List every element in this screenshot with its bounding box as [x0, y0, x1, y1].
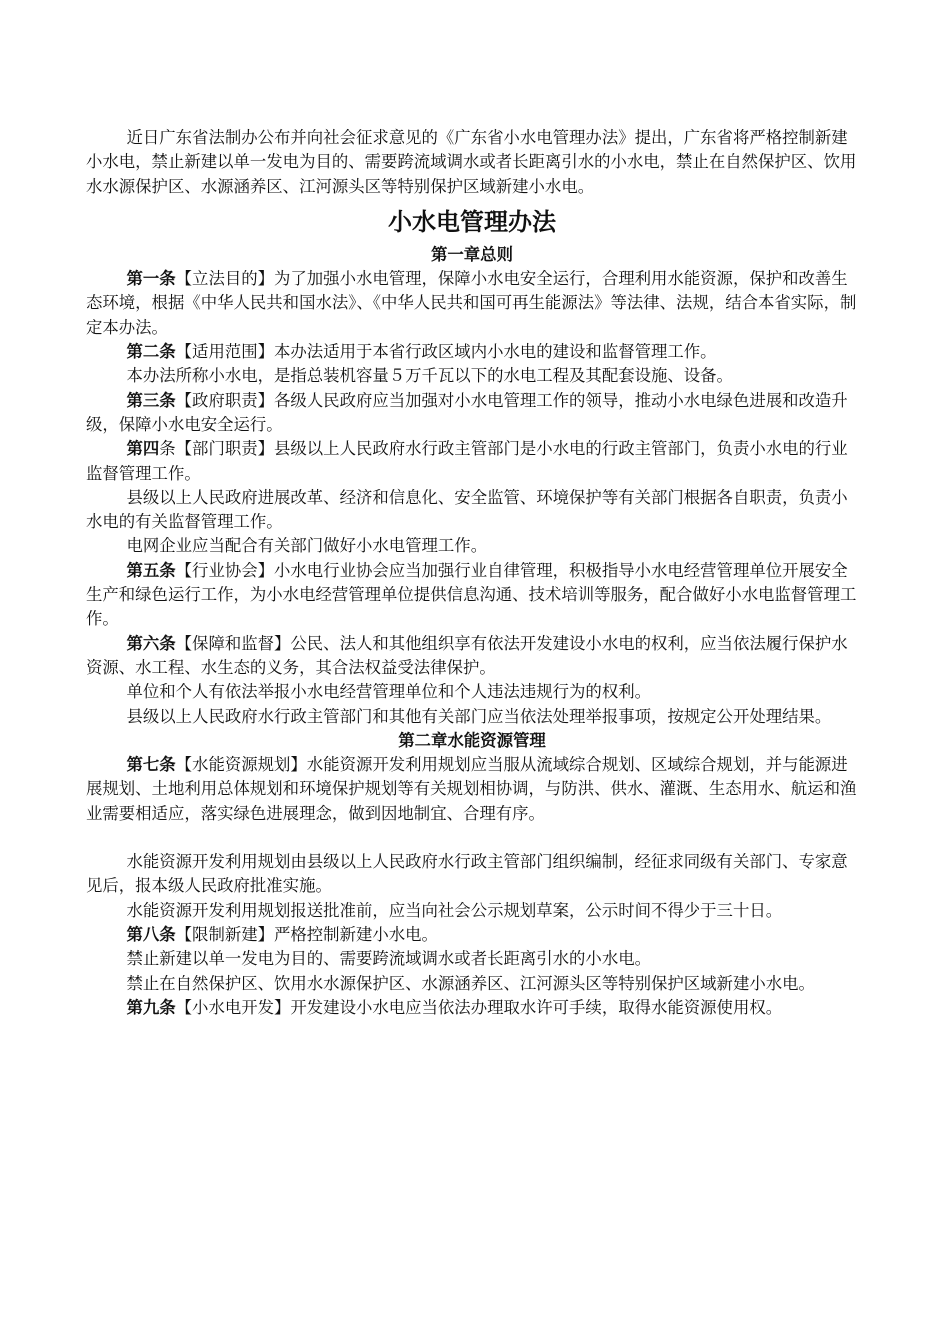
- article-5-number: 第五条: [126, 560, 176, 580]
- article-1-text: 【立法目的】为了加强小水电管理，保障小水电安全运行，合理利用水能资源，保护和改善生态环境，根据《中华人民共和国水法》、《中华人民共和国可再生能源法》等法律、法规，结合本省实际，制定本办法。: [86, 269, 857, 337]
- article-2-number: 第二条: [126, 342, 176, 362]
- article-6-paragraph-3: 县级以上人民政府水行政主管部门和其他有关部门应当依法处理举报事项，按规定公开处理结果。: [126, 706, 832, 726]
- article-7-paragraph-2: 水能资源开发利用规划由县级以上人民政府水行政主管部门组织编制，经征求同级有关部门、专家意见后，报本级人民政府批准实施。: [86, 852, 848, 896]
- article-8-number: 第八条: [126, 924, 176, 944]
- article-4: [86, 437, 858, 486]
- article-9-number: 第九条: [126, 997, 176, 1017]
- article-4-number: 第四: [126, 439, 160, 459]
- article-2-paragraph-2: 本办法所称小水电，是指总装机容量５万千瓦以下的水电工程及其配套设施、设备。: [126, 366, 733, 386]
- article-7-number: 第七条: [126, 755, 176, 775]
- article-7-text: 【水能资源规划】水能资源开发利用规划应当服从流域综合规划、区域综合规划，并与能源进展规划、土地利用总体规划和环境保护规划等有关规划相协调，与防洪、供水、灌溉、生态用水、航运和渔业需要相适应，落实绿色进展理念，做到因地制宜、合理有序。: [86, 755, 857, 823]
- article-1: [86, 267, 858, 340]
- article-4-text: 条【部门职责】县级以上人民政府水行政主管部门是小水电的行政主管部门，负责小水电的行业监督管理工作。: [86, 439, 848, 483]
- article-4-paragraph-3: 电网企业应当配合有关部门做好小水电管理工作。: [126, 536, 488, 556]
- article-7-paragraph-3: 水能资源开发利用规划报送批准前，应当向社会公示规划草案，公示时间不得少于三十日。: [126, 900, 783, 920]
- article-1-number: 第一条: [126, 269, 176, 289]
- article-8: [86, 923, 858, 947]
- article-2: [86, 340, 858, 364]
- article-6-paragraph-2: 单位和个人有依法举报小水电经营管理单位和个人违法违规行为的权利。: [126, 682, 651, 702]
- article-3-text: 【政府职责】各级人民政府应当加强对小水电管理工作的领导，推动小水电绿色进展和改造升级，保障小水电安全运行。: [86, 390, 848, 434]
- chapter-2-heading: 第二章水能资源管理: [398, 730, 546, 750]
- chapter-1-heading: 第一章总则: [431, 244, 513, 264]
- spacer: [86, 826, 858, 850]
- article-9: [86, 996, 858, 1020]
- article-6: [86, 632, 858, 681]
- article-8-text: 【限制新建】严格控制新建小水电。: [175, 924, 438, 944]
- document-title: 小水电管理办法: [388, 207, 556, 236]
- article-8-paragraph-2: 禁止新建以单一发电为目的、需要跨流域调水或者长距离引水的小水电。: [126, 949, 651, 969]
- article-6-text: 【保障和监督】公民、法人和其他组织享有依法开发建设小水电的权利，应当依法履行保护水资源、水工程、水生态的义务，其合法权益受法律保护。: [86, 633, 848, 677]
- document-page: [86, 126, 858, 1020]
- intro-paragraph: 近日广东省法制办公布并向社会征求意见的《广东省小水电管理办法》提出，广东省将严格控制新建小水电，禁止新建以单一发电为目的、需要跨流域调水或者长距离引水的小水电，禁止在自然保护区、饮用水水源保护区、水源涵养区、江河源头区等特别保护区域新建小水电。: [86, 128, 857, 196]
- article-5-text: 【行业协会】小水电行业协会应当加强行业自律管理，积极指导小水电经营管理单位开展安全生产和绿色运行工作，为小水电经营管理单位提供信息沟通、技术培训等服务，配合做好小水电监督管理工作。: [86, 560, 857, 629]
- article-7: [86, 753, 858, 826]
- article-3: [86, 389, 858, 438]
- article-3-number: 第三条: [126, 390, 176, 410]
- article-2-text: 【适用范围】本办法适用于本省行政区域内小水电的建设和监督管理工作。: [175, 342, 717, 362]
- article-8-paragraph-3: 禁止在自然保护区、饮用水水源保护区、水源涵养区、江河源头区等特别保护区域新建小水电。: [126, 973, 815, 993]
- article-9-text: 【小水电开发】开发建设小水电应当依法办理取水许可手续，取得水能资源使用权。: [175, 997, 783, 1017]
- article-6-number: 第六条: [126, 633, 176, 653]
- article-4-paragraph-2: 县级以上人民政府进展改革、经济和信息化、安全监管、环境保护等有关部门根据各自职责，负责小水电的有关监督管理工作。: [86, 487, 848, 532]
- article-5: [86, 559, 858, 632]
